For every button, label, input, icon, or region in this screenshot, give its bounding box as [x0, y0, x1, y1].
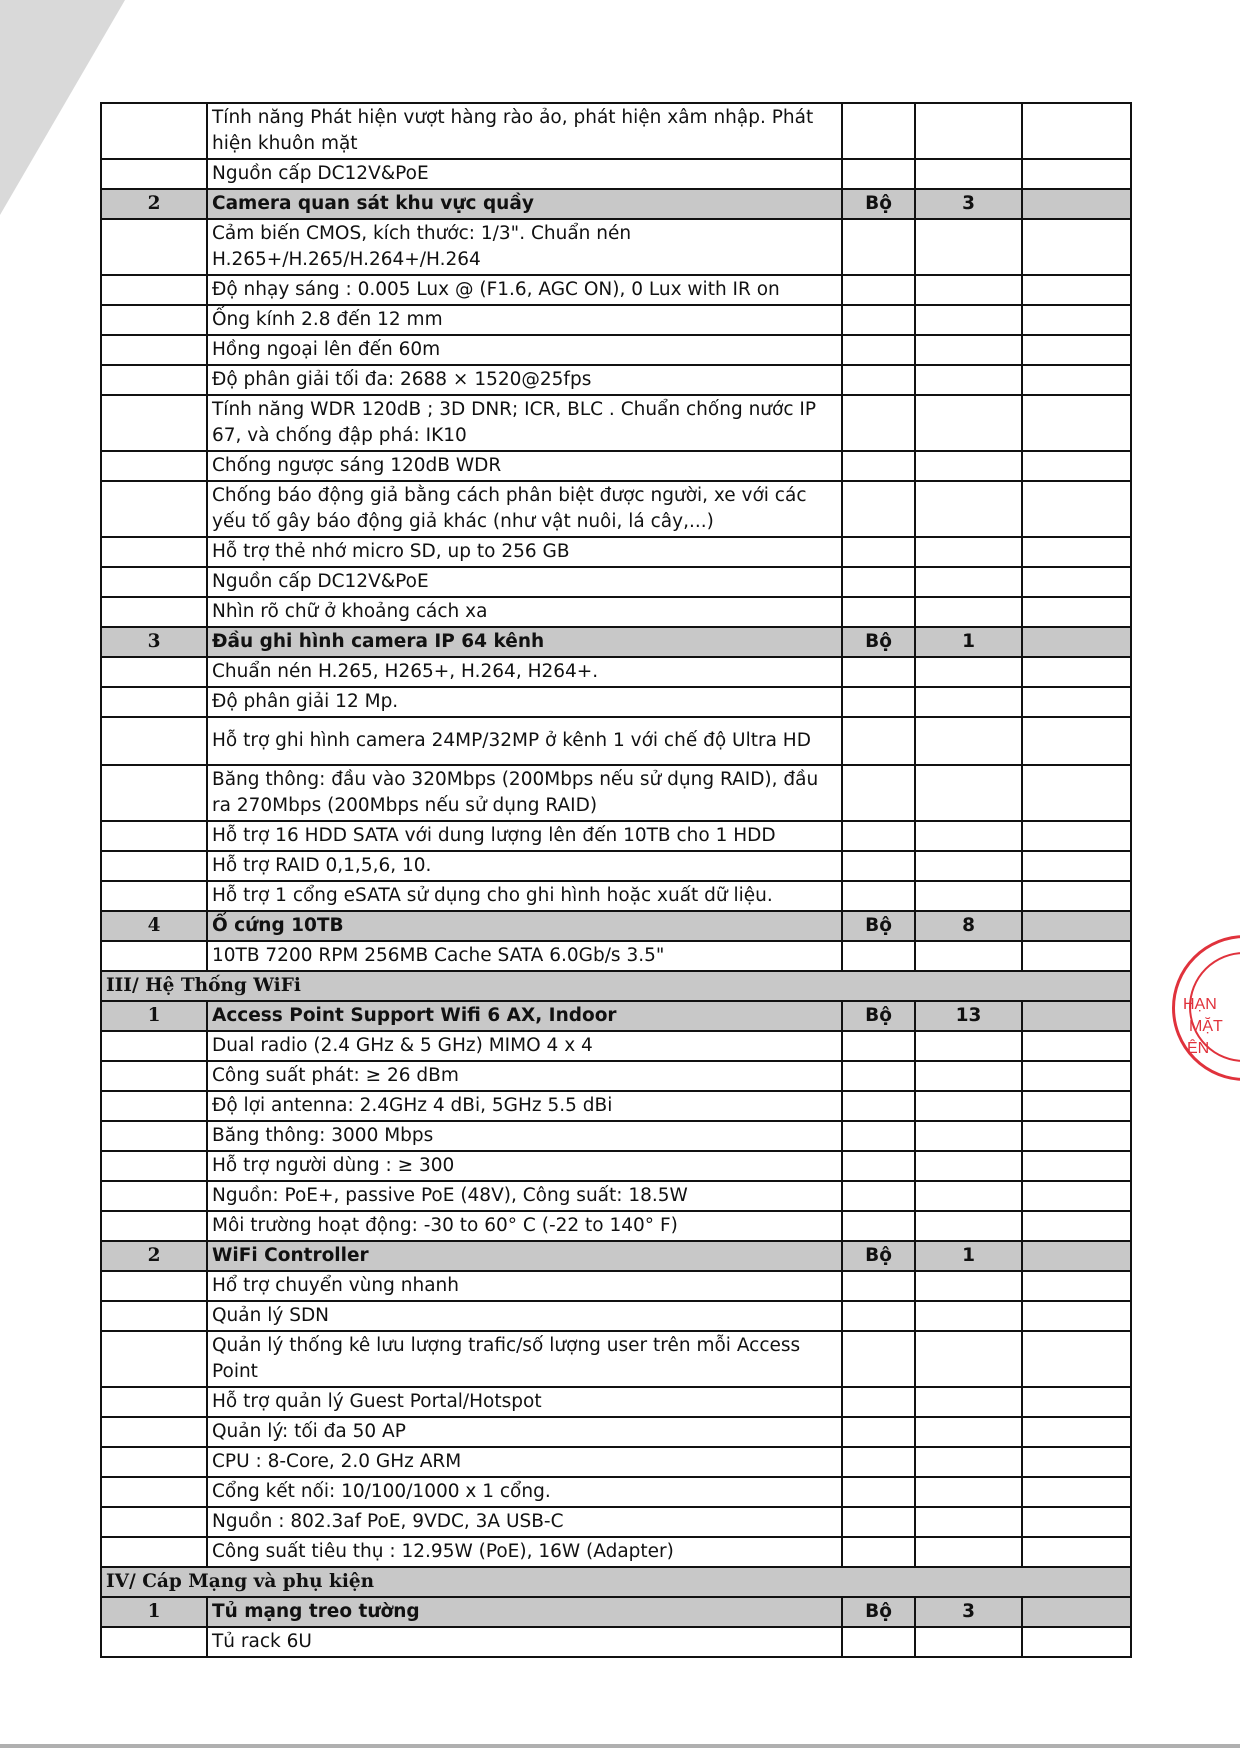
spec-row	[101, 765, 1131, 821]
item-number-cell	[101, 881, 207, 911]
stamp-text-1: HẠN	[1183, 996, 1217, 1013]
quantity-cell	[915, 1387, 1022, 1417]
description-cell: Cảm biến CMOS, kích thước: 1/3". Chuẩn nén H.265+/H.265/H.264+/H.264	[207, 219, 842, 275]
item-number-cell	[101, 1301, 207, 1331]
note-cell	[1022, 1241, 1131, 1271]
unit-cell	[842, 941, 915, 971]
item-number-cell	[101, 1477, 207, 1507]
spec-row	[101, 567, 1131, 597]
description-cell: Hồng ngoại lên đến 60m	[207, 335, 842, 365]
item-header-row	[101, 627, 1131, 657]
item-number-cell	[101, 481, 207, 537]
quantity-cell	[915, 1417, 1022, 1447]
spec-row	[101, 1477, 1131, 1507]
note-cell	[1022, 1091, 1131, 1121]
note-cell	[1022, 1447, 1131, 1477]
item-number-cell	[101, 335, 207, 365]
description-cell: WiFi Controller	[207, 1241, 842, 1271]
note-cell	[1022, 1477, 1131, 1507]
item-number-cell	[101, 275, 207, 305]
note-cell	[1022, 851, 1131, 881]
description-cell: Hỗ trợ RAID 0,1,5,6, 10.	[207, 851, 842, 881]
note-cell	[1022, 395, 1131, 451]
unit-cell	[842, 765, 915, 821]
quantity-cell	[915, 941, 1022, 971]
quantity-cell: 3	[915, 1597, 1022, 1627]
unit-cell	[842, 1387, 915, 1417]
description-cell: Nguồn : 802.3af PoE, 9VDC, 3A USB-C	[207, 1507, 842, 1537]
spec-row	[101, 305, 1131, 335]
item-header-row	[101, 1597, 1131, 1627]
item-header-row	[101, 1241, 1131, 1271]
spec-row	[101, 103, 1131, 159]
description-cell: Nguồn cấp DC12V&PoE	[207, 159, 842, 189]
quantity-cell	[915, 851, 1022, 881]
note-cell	[1022, 1151, 1131, 1181]
description-cell: Công suất phát: ≥ 26 dBm	[207, 1061, 842, 1091]
note-cell	[1022, 717, 1131, 765]
unit-cell	[842, 597, 915, 627]
unit-cell	[842, 1301, 915, 1331]
quantity-cell	[915, 219, 1022, 275]
description-cell: Hỗ trợ thẻ nhớ micro SD, up to 256 GB	[207, 537, 842, 567]
spec-row	[101, 451, 1131, 481]
quantity-cell	[915, 1061, 1022, 1091]
item-number-cell	[101, 451, 207, 481]
item-number-cell	[101, 159, 207, 189]
spec-row	[101, 1061, 1131, 1091]
item-number-cell	[101, 537, 207, 567]
unit-cell	[842, 335, 915, 365]
description-cell: Băng thông: 3000 Mbps	[207, 1121, 842, 1151]
spec-row	[101, 1121, 1131, 1151]
description-cell: Nguồn cấp DC12V&PoE	[207, 567, 842, 597]
spec-row	[101, 1301, 1131, 1331]
item-number-cell	[101, 597, 207, 627]
description-cell: Môi trường hoạt động: -30 to 60° C (-22 to 140° F)	[207, 1211, 842, 1241]
unit-cell	[842, 821, 915, 851]
unit-cell: Bộ	[842, 1001, 915, 1031]
item-number-cell	[101, 1271, 207, 1301]
note-cell	[1022, 451, 1131, 481]
note-cell	[1022, 567, 1131, 597]
note-cell	[1022, 1597, 1131, 1627]
item-number-cell	[101, 1121, 207, 1151]
section-title: III/ Hệ Thống WiFi	[101, 971, 1131, 1001]
unit-cell	[842, 1417, 915, 1447]
unit-cell: Bộ	[842, 189, 915, 219]
unit-cell	[842, 687, 915, 717]
unit-cell	[842, 1031, 915, 1061]
unit-cell	[842, 395, 915, 451]
note-cell	[1022, 1387, 1131, 1417]
description-cell: CPU : 8-Core, 2.0 GHz ARM	[207, 1447, 842, 1477]
description-cell: Cổng kết nối: 10/100/1000 x 1 cổng.	[207, 1477, 842, 1507]
item-number-cell	[101, 765, 207, 821]
description-cell: Ổ cứng 10TB	[207, 911, 842, 941]
unit-cell: Bộ	[842, 1597, 915, 1627]
quantity-cell	[915, 1477, 1022, 1507]
description-cell: Độ lợi antenna: 2.4GHz 4 dBi, 5GHz 5.5 dBi	[207, 1091, 842, 1121]
item-number-cell	[101, 1151, 207, 1181]
quantity-cell	[915, 1627, 1022, 1657]
item-header-row	[101, 189, 1131, 219]
item-number-cell	[101, 567, 207, 597]
item-number-cell	[101, 1031, 207, 1061]
quantity-cell	[915, 821, 1022, 851]
item-number-cell	[101, 395, 207, 451]
note-cell	[1022, 1301, 1131, 1331]
item-number-cell	[101, 1417, 207, 1447]
unit-cell	[842, 1181, 915, 1211]
quantity-cell	[915, 1271, 1022, 1301]
unit-cell	[842, 1537, 915, 1567]
spec-row	[101, 1537, 1131, 1567]
description-cell: Nguồn: PoE+, passive PoE (48V), Công suất: 18.5W	[207, 1181, 842, 1211]
unit-cell: Bộ	[842, 627, 915, 657]
unit-cell	[842, 1151, 915, 1181]
item-number-cell: 1	[101, 1597, 207, 1627]
description-cell: Quản lý thống kê lưu lượng trafic/số lượng user trên mỗi Access Point	[207, 1331, 842, 1387]
spec-row	[101, 275, 1131, 305]
spec-row	[101, 1031, 1131, 1061]
stamp-text-2: MẶT	[1189, 1018, 1223, 1035]
note-cell	[1022, 189, 1131, 219]
description-cell: Hỗ trợ người dùng : ≥ 300	[207, 1151, 842, 1181]
note-cell	[1022, 1537, 1131, 1567]
item-header-row	[101, 911, 1131, 941]
unit-cell	[842, 1091, 915, 1121]
quantity-cell	[915, 395, 1022, 451]
description-cell: Quản lý: tối đa 50 AP	[207, 1417, 842, 1447]
note-cell	[1022, 821, 1131, 851]
spec-row	[101, 717, 1131, 765]
unit-cell	[842, 275, 915, 305]
note-cell	[1022, 1121, 1131, 1151]
description-cell: Hổ trợ chuyển vùng nhanh	[207, 1271, 842, 1301]
item-number-cell	[101, 1181, 207, 1211]
spec-row	[101, 687, 1131, 717]
note-cell	[1022, 627, 1131, 657]
unit-cell	[842, 717, 915, 765]
spec-row	[101, 1627, 1131, 1657]
item-number-cell	[101, 365, 207, 395]
scan-bottom-edge	[0, 1744, 1240, 1748]
unit-cell: Bộ	[842, 1241, 915, 1271]
unit-cell	[842, 305, 915, 335]
section-row	[101, 1567, 1131, 1597]
quantity-cell	[915, 597, 1022, 627]
unit-cell	[842, 1477, 915, 1507]
unit-cell	[842, 365, 915, 395]
spec-row	[101, 1507, 1131, 1537]
quantity-cell: 3	[915, 189, 1022, 219]
spec-row	[101, 1417, 1131, 1447]
note-cell	[1022, 481, 1131, 537]
note-cell	[1022, 103, 1131, 159]
quantity-cell	[915, 1507, 1022, 1537]
stamp-text-3: ÊN	[1187, 1040, 1210, 1057]
spec-row	[101, 395, 1131, 451]
quantity-cell	[915, 1331, 1022, 1387]
note-cell	[1022, 941, 1131, 971]
note-cell	[1022, 1417, 1131, 1447]
item-number-cell	[101, 1061, 207, 1091]
description-cell: Độ phân giải tối đa: 2688 × 1520@25fps	[207, 365, 842, 395]
note-cell	[1022, 537, 1131, 567]
quantity-cell	[915, 881, 1022, 911]
spec-row	[101, 1271, 1131, 1301]
quantity-cell	[915, 335, 1022, 365]
quantity-cell: 8	[915, 911, 1022, 941]
description-cell: Dual radio (2.4 GHz & 5 GHz) MIMO 4 x 4	[207, 1031, 842, 1061]
quantity-cell	[915, 537, 1022, 567]
description-cell: Tính năng Phát hiện vượt hàng rào ảo, phát hiện xâm nhập. Phát hiện khuôn mặt	[207, 103, 842, 159]
spec-row	[101, 1331, 1131, 1387]
item-header-row	[101, 1001, 1131, 1031]
description-cell: Nhìn rõ chữ ở khoảng cách xa	[207, 597, 842, 627]
quantity-cell	[915, 1211, 1022, 1241]
quantity-cell	[915, 1447, 1022, 1477]
note-cell	[1022, 335, 1131, 365]
unit-cell	[842, 1061, 915, 1091]
section-title: IV/ Cáp Mạng và phụ kiện	[101, 1567, 1131, 1597]
note-cell	[1022, 881, 1131, 911]
item-number-cell	[101, 1387, 207, 1417]
spec-row	[101, 537, 1131, 567]
quantity-cell: 1	[915, 627, 1022, 657]
quantity-cell	[915, 717, 1022, 765]
description-cell: Tính năng WDR 120dB ; 3D DNR; ICR, BLC . Chuẩn chống nước IP 67, và chống đập phá: IK10	[207, 395, 842, 451]
item-number-cell	[101, 1447, 207, 1477]
quantity-cell	[915, 567, 1022, 597]
spec-row	[101, 1151, 1131, 1181]
quantity-cell	[915, 1091, 1022, 1121]
quantity-cell	[915, 1031, 1022, 1061]
note-cell	[1022, 1181, 1131, 1211]
quantity-cell	[915, 451, 1022, 481]
note-cell	[1022, 1627, 1131, 1657]
item-number-cell	[101, 717, 207, 765]
unit-cell	[842, 881, 915, 911]
description-cell: Hỗ trợ ghi hình camera 24MP/32MP ở kênh 1 với chế độ Ultra HD	[207, 717, 842, 765]
unit-cell	[842, 657, 915, 687]
quantity-cell	[915, 1301, 1022, 1331]
item-number-cell	[101, 1627, 207, 1657]
note-cell	[1022, 597, 1131, 627]
note-cell	[1022, 1061, 1131, 1091]
item-number-cell: 2	[101, 189, 207, 219]
description-cell: Chống báo động giả bằng cách phân biệt được người, xe với các yếu tố gây báo động giả khác (như vật nuôi, lá cây,...)	[207, 481, 842, 537]
unit-cell	[842, 159, 915, 189]
unit-cell	[842, 451, 915, 481]
spec-row	[101, 1211, 1131, 1241]
note-cell	[1022, 1001, 1131, 1031]
quantity-cell	[915, 1121, 1022, 1151]
quantity-cell	[915, 159, 1022, 189]
description-cell: Độ phân giải 12 Mp.	[207, 687, 842, 717]
item-number-cell: 1	[101, 1001, 207, 1031]
unit-cell	[842, 567, 915, 597]
note-cell	[1022, 765, 1131, 821]
item-number-cell	[101, 305, 207, 335]
item-number-cell	[101, 1331, 207, 1387]
unit-cell	[842, 1507, 915, 1537]
description-cell: Camera quan sát khu vực quầy	[207, 189, 842, 219]
note-cell	[1022, 1331, 1131, 1387]
description-cell: Hỗ trợ quản lý Guest Portal/Hotspot	[207, 1387, 842, 1417]
note-cell	[1022, 1271, 1131, 1301]
company-seal-stamp	[1172, 935, 1240, 1081]
item-number-cell	[101, 941, 207, 971]
unit-cell	[842, 481, 915, 537]
spec-row	[101, 821, 1131, 851]
note-cell	[1022, 1507, 1131, 1537]
unit-cell	[842, 1121, 915, 1151]
spec-row	[101, 1387, 1131, 1417]
unit-cell	[842, 1447, 915, 1477]
item-number-cell: 2	[101, 1241, 207, 1271]
note-cell	[1022, 911, 1131, 941]
description-cell: Quản lý SDN	[207, 1301, 842, 1331]
item-number-cell	[101, 1537, 207, 1567]
section-row	[101, 971, 1131, 1001]
unit-cell	[842, 1211, 915, 1241]
description-cell: Chuẩn nén H.265, H265+, H.264, H264+.	[207, 657, 842, 687]
spec-row	[101, 1181, 1131, 1211]
spec-row	[101, 597, 1131, 627]
item-number-cell	[101, 103, 207, 159]
quantity-cell	[915, 365, 1022, 395]
spec-row	[101, 881, 1131, 911]
spec-row	[101, 219, 1131, 275]
description-cell: Hỗ trợ 1 cổng eSATA sử dụng cho ghi hình hoặc xuất dữ liệu.	[207, 881, 842, 911]
note-cell	[1022, 275, 1131, 305]
quantity-cell	[915, 481, 1022, 537]
item-number-cell	[101, 851, 207, 881]
unit-cell	[842, 1627, 915, 1657]
unit-cell	[842, 219, 915, 275]
description-cell: Ống kính 2.8 đến 12 mm	[207, 305, 842, 335]
note-cell	[1022, 1211, 1131, 1241]
unit-cell	[842, 537, 915, 567]
spec-row	[101, 657, 1131, 687]
item-number-cell	[101, 1507, 207, 1537]
quantity-cell	[915, 275, 1022, 305]
quantity-cell	[915, 657, 1022, 687]
quantity-cell	[915, 103, 1022, 159]
note-cell	[1022, 219, 1131, 275]
quantity-cell	[915, 687, 1022, 717]
item-number-cell	[101, 219, 207, 275]
description-cell: Access Point Support Wifi 6 AX, Indoor	[207, 1001, 842, 1031]
description-cell: Chống ngược sáng 120dB WDR	[207, 451, 842, 481]
equipment-spec-table	[100, 102, 1132, 1658]
spec-row	[101, 365, 1131, 395]
item-number-cell	[101, 1091, 207, 1121]
unit-cell	[842, 851, 915, 881]
description-cell: Công suất tiêu thụ : 12.95W (PoE), 16W (Adapter)	[207, 1537, 842, 1567]
quantity-cell	[915, 1181, 1022, 1211]
unit-cell: Bộ	[842, 911, 915, 941]
note-cell	[1022, 305, 1131, 335]
spec-row	[101, 1447, 1131, 1477]
item-number-cell	[101, 687, 207, 717]
note-cell	[1022, 657, 1131, 687]
unit-cell	[842, 103, 915, 159]
spec-row	[101, 851, 1131, 881]
unit-cell	[842, 1271, 915, 1301]
spec-row	[101, 335, 1131, 365]
item-number-cell	[101, 1211, 207, 1241]
description-cell: Tủ mạng treo tường	[207, 1597, 842, 1627]
quantity-cell	[915, 765, 1022, 821]
note-cell	[1022, 365, 1131, 395]
spec-row	[101, 1091, 1131, 1121]
note-cell	[1022, 159, 1131, 189]
quantity-cell: 13	[915, 1001, 1022, 1031]
spec-row	[101, 481, 1131, 537]
description-cell: Đầu ghi hình camera IP 64 kênh	[207, 627, 842, 657]
note-cell	[1022, 687, 1131, 717]
note-cell	[1022, 1031, 1131, 1061]
description-cell: Hỗ trợ 16 HDD SATA với dung lượng lên đến 10TB cho 1 HDD	[207, 821, 842, 851]
quantity-cell	[915, 1537, 1022, 1567]
quantity-cell	[915, 305, 1022, 335]
description-cell: Tủ rack 6U	[207, 1627, 842, 1657]
unit-cell	[842, 1331, 915, 1387]
spec-row	[101, 159, 1131, 189]
item-number-cell	[101, 657, 207, 687]
description-cell: Băng thông: đầu vào 320Mbps (200Mbps nếu sử dụng RAID), đầu ra 270Mbps (200Mbps nếu sử dụng RAID)	[207, 765, 842, 821]
item-number-cell: 3	[101, 627, 207, 657]
quantity-cell	[915, 1151, 1022, 1181]
item-number-cell: 4	[101, 911, 207, 941]
item-number-cell	[101, 821, 207, 851]
quantity-cell: 1	[915, 1241, 1022, 1271]
spec-row	[101, 941, 1131, 971]
description-cell: 10TB 7200 RPM 256MB Cache SATA 6.0Gb/s 3.5"	[207, 941, 842, 971]
description-cell: Độ nhạy sáng : 0.005 Lux @ (F1.6, AGC ON), 0 Lux with IR on	[207, 275, 842, 305]
